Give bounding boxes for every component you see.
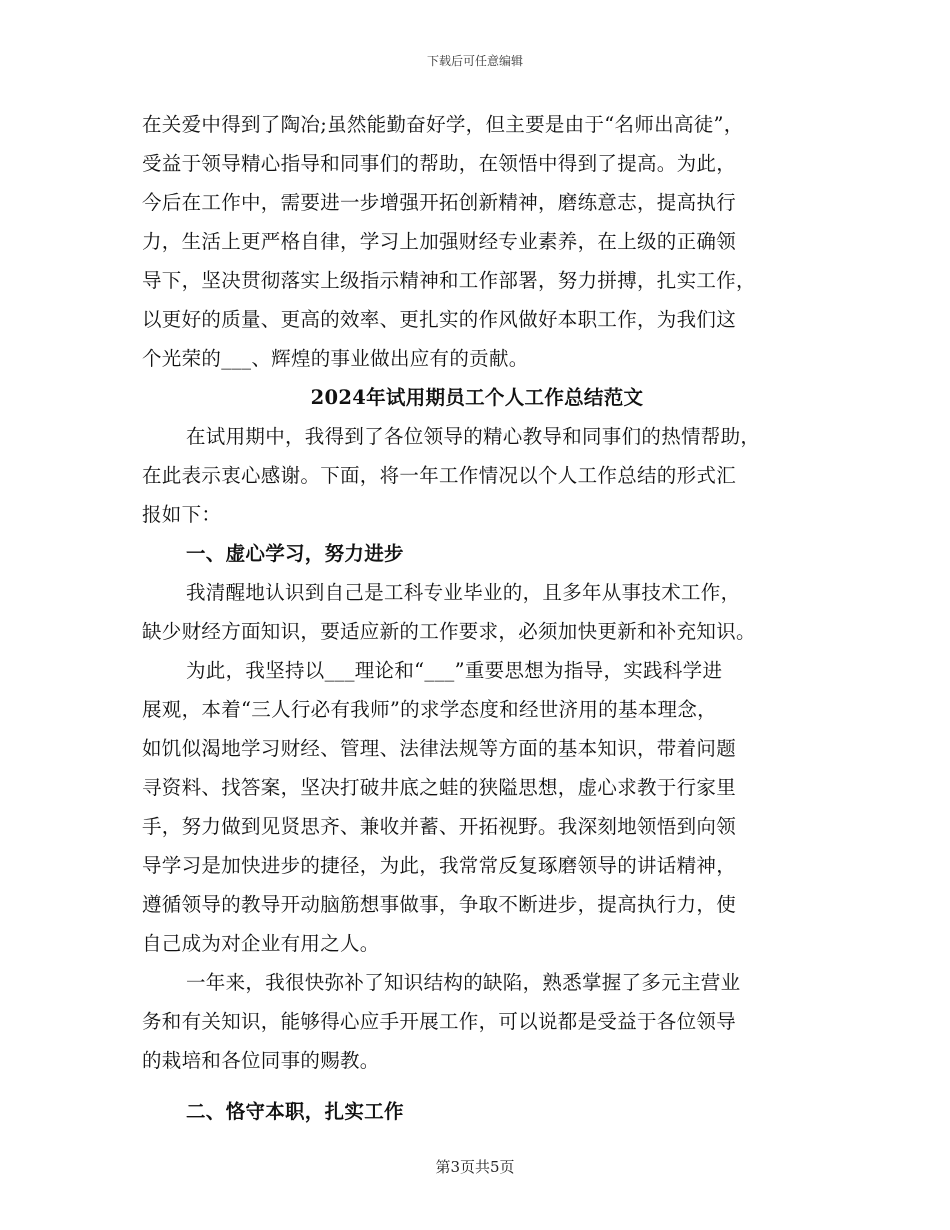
text-line: 自己成为对企业有用之人。 [142,932,380,955]
text-line: 今后在工作中，需要进一步增强开拓创新精神，磨练意志，提高执行 [142,191,737,214]
paragraph-intro [142,417,812,534]
text-line: 在此表示衷心感谢。下面，将一年工作情况以个人工作总结的形式汇 [142,464,737,487]
text-line: 缺少财经方面知识，要适应新的工作要求，必须加快更新和补充知识。 [142,620,756,643]
text-line: 受益于领导精心指导和同事们的帮助，在领悟中得到了提高。为此， [142,152,737,175]
paragraph-learning [142,573,812,651]
text-line: 在试用期中，我得到了各位领导的精心教导和同事们的热情帮助， [186,425,761,448]
text-line: 报如下： [142,503,222,526]
text-line: 一年来，我很快弥补了知识结构的缺陷，熟悉掌握了多元主营业 [186,971,741,994]
section-heading-1: 一、虚心学习，努力进步 [186,542,404,565]
section-heading-2: 二、恪守本职，扎实工作 [186,1100,404,1123]
text-line: 如饥似渴地学习财经、管理、法律法规等方面的基本知识，带着问题 [142,737,737,760]
text-line: 为此，我坚持以___理论和“___”重要思想为指导，实践科学进 [186,659,723,682]
document-body [142,105,812,1131]
text-line: 个光荣的___、辉煌的事业做出应有的贡献。 [142,347,529,370]
text-line: 寻资料、找答案，坚决打破井底之蛙的狭隘思想，虚心求教于行家里 [142,776,737,799]
text-line: 务和有关知识，能够得心应手开展工作，可以说都是受益于各位领导 [142,1010,737,1033]
text-line: 导学习是加快进步的捷径，为此，我常常反复琢磨领导的讲话精神， [142,854,737,877]
text-line: 导下，坚决贯彻落实上级指示精神和工作部署，努力拼搏，扎实工作， [142,269,756,292]
text-line: 以更好的质量、更高的效率、更扎实的作风做好本职工作，为我们这 [142,308,737,331]
text-line: 在关爱中得到了陶冶;虽然能勤奋好学，但主要是由于“名师出高徒”， [142,113,744,136]
paragraph-year-review [142,963,812,1080]
text-line: 力，生活上更严格自律，学习上加强财经专业素养，在上级的正确领 [142,230,737,253]
page-footer: 第3页共5页 [435,1158,515,1176]
paragraph-theory [142,651,812,963]
page-header: 下载后可任意编辑 [426,54,523,68]
text-line: 手，努力做到见贤思齐、兼收并蓄、开拓视野。我深刻地领悟到向领 [142,815,737,838]
spacer [142,1080,812,1092]
paragraph-continued [142,105,812,378]
text-line: 我清醒地认识到自己是工科专业毕业的，且多年从事技术工作， [186,581,741,604]
text-line: 遵循领导的教导开动脑筋想事做事，争取不断进步，提高执行力，使 [142,893,737,916]
text-line: 的栽培和各位同事的赐教。 [142,1049,380,1072]
text-line: 展观，本着“三人行必有我师”的求学态度和经世济用的基本理念， [142,698,717,721]
document-title: 2024年试用期员工个人工作总结范文 [310,386,644,409]
